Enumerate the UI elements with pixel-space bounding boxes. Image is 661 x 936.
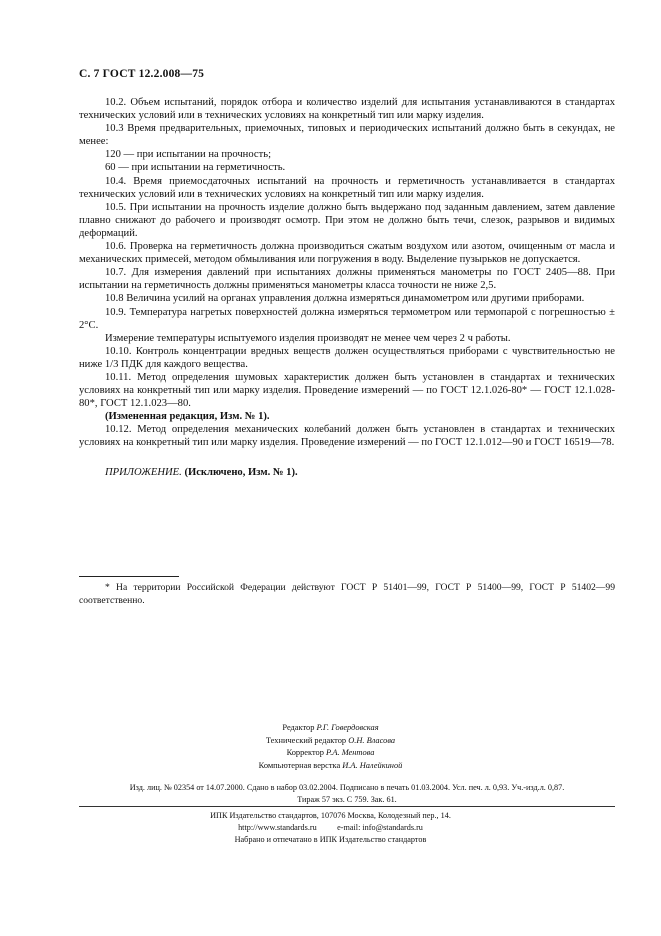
paragraph-10-6: 10.6. Проверка на герметичность должна производиться сжатым воздухом или азотом, очищенным от масла и механических примесей, методом обмыливания или погружения в воду. Выделение пузырьков не допускается. [79, 241, 615, 266]
list-item-strength: 120 — при испытании на прочность; [105, 149, 272, 161]
publisher-block [0, 810, 661, 846]
paragraph-10-7: 10.7. Для измерения давлений при испытаниях должны применяться манометры по ГОСТ 2405—88. При испытании на герметичность должны применяться манометры класса точности не ниже 2,5. [79, 267, 615, 292]
imprint-block [79, 782, 615, 806]
appendix-line [79, 466, 615, 479]
publisher-line-2: http://www.standards.ru e-mail: info@standards.ru [238, 823, 423, 832]
credit-role: Редактор [282, 723, 317, 732]
main-text [79, 96, 615, 479]
list-item-tightness: 60 — при испытании на герметичность. [105, 162, 286, 174]
credit-tech-editor [0, 735, 661, 748]
imprint-line-2: Тираж 57 экз. С 759. Зак. 61. [297, 795, 397, 804]
credit-name: О.Н. Власова [348, 735, 396, 745]
credit-layout [0, 760, 661, 773]
credit-name: И.А. Налейкиной [342, 760, 403, 770]
credit-corrector [0, 747, 661, 760]
credit-name: Р.А. Ментова [326, 748, 375, 757]
paragraph-10-11: 10.11. Метод определения шумовых характеристик должен быть установлен в стандартах и технических условиях на конкретный тип или марку изделия. Проведение измерений — по ГОСТ 12.1.026-80* — ГОСТ 12.1.028-80*, ГОСТ 12.1.023—80. [79, 371, 615, 410]
imprint-divider [79, 806, 615, 807]
paragraph-temperature-note: Измерение температуры испытуемого изделия производят не менее чем через 2 ч работы. [105, 332, 511, 344]
paragraph-10-9: 10.9. Температура нагретых поверхностей должна измеряться термометром или термопарой с погрешностью ± 2°С. [79, 306, 615, 331]
paragraph-10-2: 10.2. Объем испытаний, порядок отбора и количество изделий для испытания устанавливаются в стандартах технических условий или в технических условиях на конкретный тип или марку изделия. [79, 97, 615, 122]
paragraph-10-8: 10.8 Величина усилий на органах управления должна измеряться динамометром или другими приборами. [105, 293, 585, 305]
footnote-divider [79, 576, 179, 577]
paragraph-10-4: 10.4. Время приемосдаточных испытаний на прочность и герметичность устанавливается в стандартах технических условий или в технических условиях на конкретный тип или марку изделия. [79, 175, 615, 200]
amendment-note: (Измененная редакция, Изм. № 1). [105, 411, 270, 423]
paragraph-10-10: 10.10. Контроль концентрации вредных веществ должен осуществляться приборами с чувствительностью не ниже 1/3 ПДК для каждого вещества. [79, 345, 615, 370]
publisher-line-3: Набрано и отпечатано в ИПК Издательство стандартов [234, 835, 427, 844]
credit-role: Технический редактор [265, 735, 349, 745]
paragraph-10-12: 10.12. Метод определения механических колебаний должен быть установлен в стандартах и технических условиях на конкретный тип или марку изделия. Проведение измерений — по ГОСТ 12.1.012—90 и ГОСТ 16519—78. [79, 424, 615, 449]
credits-block [0, 722, 661, 772]
footnote [79, 581, 615, 607]
publisher-line-1: ИПК Издательство стандартов, 107076 Москва, Колодезный пер., 14. [210, 811, 451, 820]
appendix-note: (Исключено, Изм. № 1). [181, 466, 298, 478]
credit-role: Корректор [286, 748, 327, 757]
appendix-label: ПРИЛОЖЕНИЕ. [105, 466, 182, 478]
credit-editor [0, 722, 661, 735]
credit-role: Компьютерная верстка [258, 760, 343, 770]
credit-name: Р.Г. Говердовская [316, 723, 379, 732]
page-header: С. 7 ГОСТ 12.2.008—75 [79, 68, 205, 80]
imprint-line-1: Изд. лиц. № 02354 от 14.07.2000. Сдано в набор 03.02.2004. Подписано в печать 01.03.2004. Усл. печ. л. 0,93. Уч.-изд.л. 0,87. [129, 783, 565, 792]
paragraph-10-3: 10.3 Время предварительных, приемочных, типовых и периодических испытаний должно быть в секундах, не менее: [79, 123, 615, 148]
footnote-text: * На территории Российской Федерации действуют ГОСТ Р 51401—99, ГОСТ Р 51400—99, ГОСТ Р 51402—99 соответственно. [79, 582, 615, 606]
paragraph-10-5: 10.5. При испытании на прочность изделие должно быть выдержано под заданным давлением, затем давление плавно снижают до рабочего и производят осмотр. При этом не должно быть течи, слезок, разрывов и видимых деформаций. [79, 201, 615, 239]
